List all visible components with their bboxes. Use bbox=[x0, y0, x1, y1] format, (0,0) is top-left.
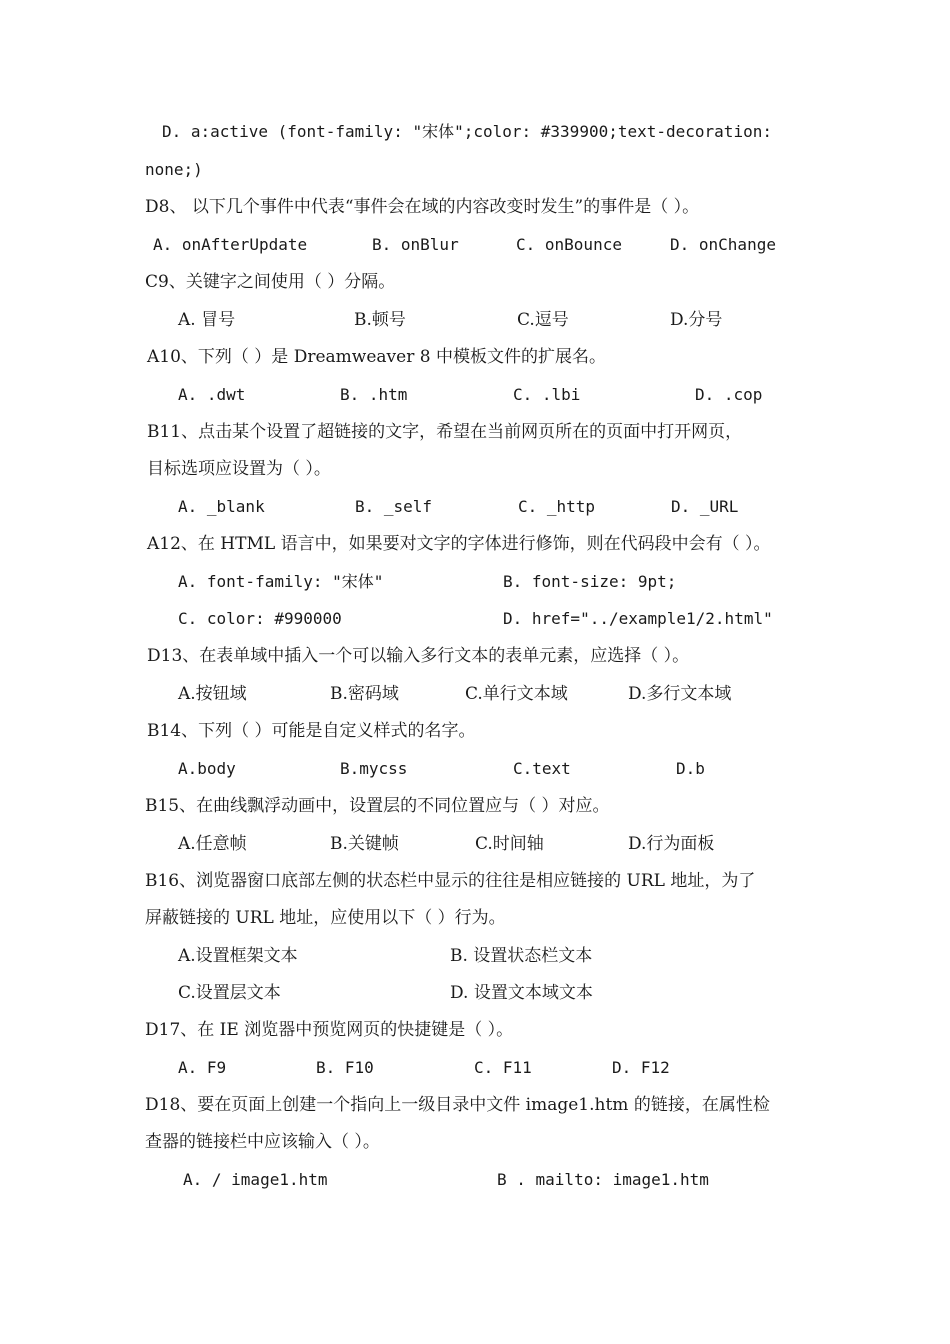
q11-option-a: A. _blank bbox=[178, 497, 265, 516]
q13-option-b: B.密码域 bbox=[330, 684, 399, 704]
q9-option-a: A. 冒号 bbox=[178, 310, 236, 330]
q10-stem: A10、下列（ ）是 Dreamweaver 8 中模板文件的扩展名。 bbox=[147, 347, 606, 367]
q14-option-d: D.b bbox=[676, 759, 705, 778]
q17-stem: D17、在 IE 浏览器中预览网页的快捷键是（ ）。 bbox=[145, 1020, 514, 1040]
q16-option-a: A.设置框架文本 bbox=[178, 946, 298, 966]
q15-option-d: D.行为面板 bbox=[628, 834, 715, 854]
q14-option-c: C.text bbox=[513, 759, 571, 778]
q7-option-d-line2: none;) bbox=[145, 160, 203, 179]
q14-option-b: B.mycss bbox=[340, 759, 408, 778]
q15-option-b: B.关键帧 bbox=[330, 834, 399, 854]
q17-option-b: B. F10 bbox=[316, 1058, 374, 1077]
q8-stem: D8、 以下几个事件中代表“事件会在域的内容改变时发生”的事件是（ ）。 bbox=[145, 197, 700, 217]
q12-option-b: B. font-size: 9pt; bbox=[503, 572, 677, 591]
q18-stem-line2: 查器的链接栏中应该输入（ ）。 bbox=[145, 1132, 380, 1152]
q16-option-d: D. 设置文本域文本 bbox=[450, 983, 593, 1003]
q8-option-a: A. onAfterUpdate bbox=[153, 235, 308, 254]
q16-stem-line1: B16、浏览器窗口底部左侧的状态栏中显示的往往是相应链接的 URL 地址，为了 bbox=[145, 871, 756, 891]
q15-option-a: A.任意帧 bbox=[178, 834, 247, 854]
q9-option-c: C.逗号 bbox=[517, 310, 569, 330]
q12-option-c: C. color: #990000 bbox=[178, 609, 342, 628]
q13-option-d: D.多行文本域 bbox=[628, 684, 732, 704]
q11-option-d: D. _URL bbox=[671, 497, 739, 516]
q10-option-b: B. .htm bbox=[340, 385, 408, 404]
q18-option-a: A. / image1.htm bbox=[183, 1170, 328, 1189]
q14-option-a: A.body bbox=[178, 759, 236, 778]
q10-option-d: D. .cop bbox=[695, 385, 763, 404]
q11-stem-line2: 目标选项应设置为（ ）。 bbox=[147, 459, 331, 479]
q15-option-c: C.时间轴 bbox=[475, 834, 544, 854]
q16-stem-line2: 屏蔽链接的 URL 地址，应使用以下（ ）行为。 bbox=[145, 908, 506, 928]
q8-option-b: B. onBlur bbox=[372, 235, 459, 254]
q17-option-a: A. F9 bbox=[178, 1058, 227, 1077]
q13-option-c: C.单行文本域 bbox=[465, 684, 568, 704]
q16-option-b: B. 设置状态栏文本 bbox=[450, 946, 593, 966]
q18-stem-line1: D18、要在页面上创建一个指向上一级目录中文件 image1.htm 的链接，在属性检 bbox=[145, 1095, 770, 1115]
q10-option-c: C. .lbi bbox=[513, 385, 581, 404]
q9-stem: C9、关键字之间使用（ ）分隔。 bbox=[145, 272, 396, 292]
q10-option-a: A. .dwt bbox=[178, 385, 246, 404]
q7-option-d-line1: D. a:active (font-family: "宋体";color: #339900;text-decoration: bbox=[162, 122, 772, 141]
q9-option-b: B.顿号 bbox=[354, 310, 406, 330]
q8-option-c: C. onBounce bbox=[516, 235, 622, 254]
q13-stem: D13、在表单域中插入一个可以输入多行文本的表单元素，应选择（ ）。 bbox=[147, 646, 690, 666]
q18-option-b: B . mailto: image1.htm bbox=[497, 1170, 709, 1189]
q9-option-d: D.分号 bbox=[670, 310, 723, 330]
q17-option-c: C. F11 bbox=[474, 1058, 532, 1077]
q11-stem-line1: B11、点击某个设置了超链接的文字，希望在当前网页所在的页面中打开网页， bbox=[147, 422, 743, 442]
q17-option-d: D. F12 bbox=[612, 1058, 670, 1077]
q16-option-c: C.设置层文本 bbox=[178, 983, 281, 1003]
q15-stem: B15、在曲线飘浮动画中，设置层的不同位置应与（ ）对应。 bbox=[145, 796, 610, 816]
q13-option-a: A.按钮域 bbox=[178, 684, 247, 704]
q11-option-b: B. _self bbox=[355, 497, 433, 516]
q8-option-d: D. onChange bbox=[670, 235, 776, 254]
q12-option-d: D. href="../example1/2.html" bbox=[503, 609, 773, 628]
q12-stem: A12、在 HTML 语言中，如果要对文字的字体进行修饰，则在代码段中会有（ ）。 bbox=[147, 534, 771, 554]
q12-option-a: A. font-family: "宋体" bbox=[178, 572, 384, 591]
q11-option-c: C. _http bbox=[518, 497, 596, 516]
q14-stem: B14、下列（ ）可能是自定义样式的名字。 bbox=[147, 721, 476, 741]
